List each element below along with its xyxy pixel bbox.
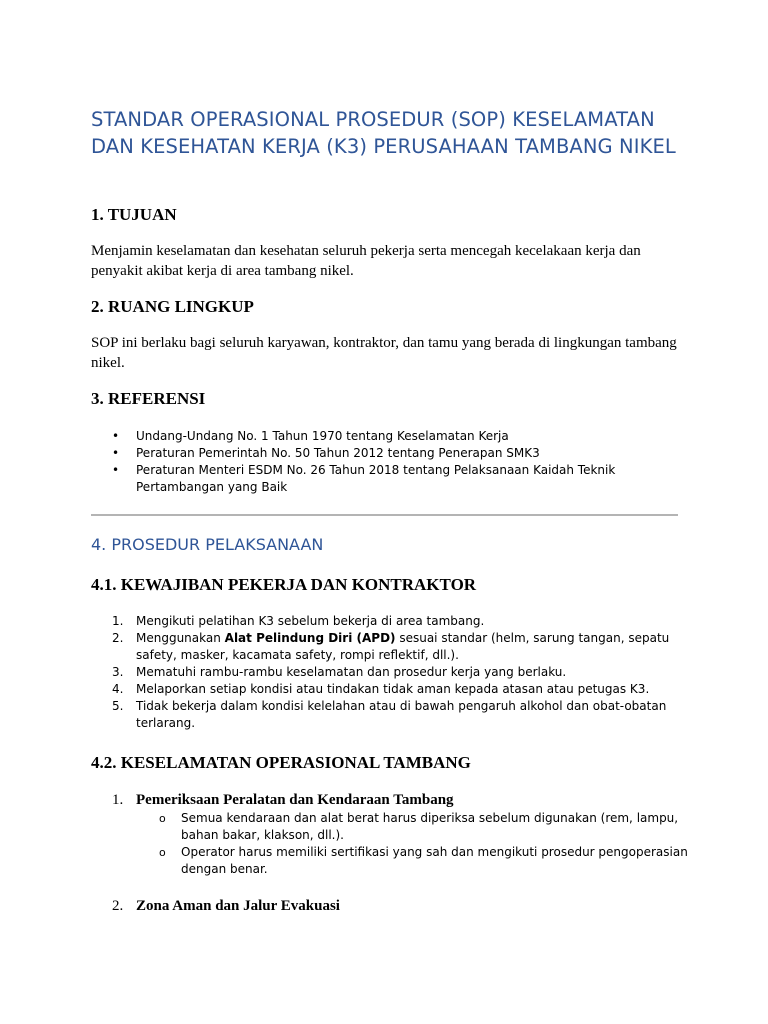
list-item-text-post: sesuai standar (helm, sarung tangan, sepatu safety, masker, kacamata safety, rompi reflektif, dll.). — [136, 631, 670, 662]
kewajiban-list — [91, 613, 681, 732]
bullet-icon: • — [112, 463, 120, 477]
list-number: 4. — [112, 682, 124, 696]
heading-referensi: 3. REFERENSI — [91, 389, 206, 408]
heading-tujuan: 1. TUJUAN — [91, 205, 177, 224]
list-item-text-pre: Menggunakan — [136, 631, 225, 645]
heading-prosedur-pelaksanaan: 4. PROSEDUR PELAKSANAAN — [91, 535, 324, 554]
list-item-text: Mematuhi rambu-rambu keselamatan dan prosedur kerja yang berlaku. — [136, 665, 567, 679]
list-number: 1. — [112, 614, 124, 628]
list-item — [91, 613, 681, 630]
step-sub-list — [91, 810, 691, 878]
step-title: Zona Aman dan Jalur Evakuasi — [136, 898, 340, 914]
list-number: 5. — [112, 699, 124, 713]
sub-list-item-text: Semua kendaraan dan alat berat harus diperiksa sebelum digunakan (rem, lampu, bahan bakar, klakson, dll.). — [181, 811, 679, 842]
circle-bullet-icon: o — [159, 812, 166, 825]
circle-bullet-icon: o — [159, 846, 166, 859]
referensi-list — [91, 428, 691, 496]
list-item-text-bold: Alat Pelindung Diri (APD) — [224, 631, 396, 645]
step-title: Pemeriksaan Peralatan dan Kendaraan Tambang — [136, 792, 454, 808]
document-title: STANDAR OPERASIONAL PROSEDUR (SOP) KESELAMATAN DAN KESEHATAN KERJA (K3) PERUSAHAAN TAMBANG NIKEL — [91, 108, 676, 158]
paragraph-tujuan: Menjamin keselamatan dan kesehatan seluruh pekerja serta mencegah kecelakaan kerja dan penyakit akibat kerja di area tambang nikel. — [91, 243, 641, 279]
list-item-text: Mengikuti pelatihan K3 sebelum bekerja di area tambang. — [136, 614, 485, 628]
list-item — [91, 664, 681, 681]
heading-kewajiban: 4.1. KEWAJIBAN PEKERJA DAN KONTRAKTOR — [91, 575, 477, 594]
list-item — [91, 445, 691, 462]
list-item-text: Tidak bekerja dalam kondisi kelelahan atau di bawah pengaruh alkohol dan obat-obatan terlarang. — [136, 699, 667, 730]
list-item — [91, 630, 681, 664]
list-item-text: Peraturan Pemerintah No. 50 Tahun 2012 tentang Penerapan SMK3 — [136, 446, 540, 460]
horizontal-divider — [91, 514, 678, 516]
bullet-icon: • — [112, 446, 120, 460]
step-number: 1. — [112, 792, 124, 808]
heading-keselamatan-operasional: 4.2. KESELAMATAN OPERASIONAL TAMBANG — [91, 753, 471, 772]
list-number: 2. — [112, 631, 124, 645]
list-item-text: Undang-Undang No. 1 Tahun 1970 tentang Keselamatan Kerja — [136, 429, 509, 443]
sub-list-item — [91, 844, 691, 878]
bullet-icon: • — [112, 429, 120, 443]
step-heading — [91, 791, 691, 810]
sub-list-item-text: Operator harus memiliki sertifikasi yang sah dan mengikuti prosedur pengoperasian dengan benar. — [181, 845, 688, 876]
heading-ruang-lingkup: 2. RUANG LINGKUP — [91, 297, 254, 316]
list-item — [91, 462, 691, 496]
list-item-text: Peraturan Menteri ESDM No. 26 Tahun 2018 tentang Pelaksanaan Kaidah Teknik Pertambangan yang Baik — [136, 463, 616, 494]
list-item — [91, 698, 681, 732]
step-number: 2. — [112, 898, 124, 914]
step-heading — [91, 897, 691, 916]
list-item-text: Melaporkan setiap kondisi atau tindakan tidak aman kepada atasan atau petugas K3. — [136, 682, 650, 696]
list-item — [91, 428, 691, 445]
operasional-steps — [91, 791, 691, 878]
list-item — [91, 681, 681, 698]
sub-list-item — [91, 810, 691, 844]
operasional-step-2 — [91, 897, 691, 916]
paragraph-ruang-lingkup: SOP ini berlaku bagi seluruh karyawan, kontraktor, dan tamu yang berada di lingkungan tambang nikel. — [91, 335, 677, 371]
list-number: 3. — [112, 665, 124, 679]
